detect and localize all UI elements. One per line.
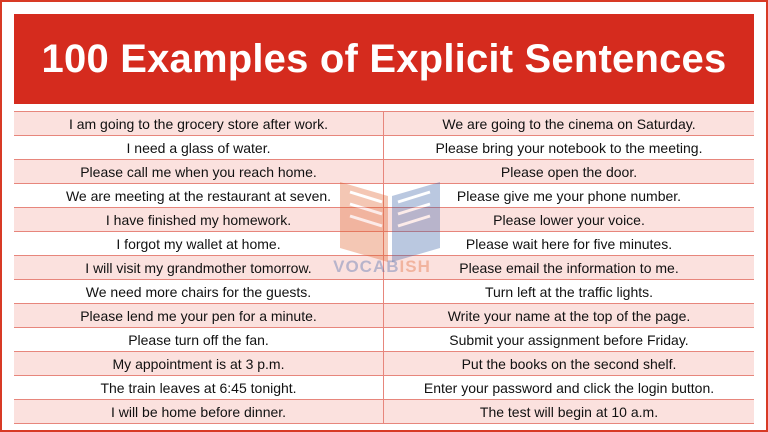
left-sentence: I am going to the grocery store after work. — [14, 112, 384, 135]
left-sentence: I will visit my grandmother tomorrow. — [14, 256, 384, 279]
table-row — [14, 328, 754, 352]
table-row — [14, 280, 754, 304]
page-title: 100 Examples of Explicit Sentences — [41, 36, 727, 81]
table-row — [14, 160, 754, 184]
right-sentence: Please lower your voice. — [493, 211, 645, 228]
left-sentence: I need a glass of water. — [14, 136, 384, 159]
table-row — [14, 256, 754, 280]
table-row — [14, 208, 754, 232]
left-sentence: Please lend me your pen for a minute. — [14, 304, 384, 327]
table-row — [14, 112, 754, 136]
right-sentence: We are going to the cinema on Saturday. — [442, 115, 696, 132]
table-row — [14, 184, 754, 208]
right-sentence: Please open the door. — [500, 163, 638, 180]
table-row — [14, 400, 754, 424]
right-sentence: Turn left at the traffic lights. — [484, 283, 654, 300]
left-sentence: The train leaves at 6:45 tonight. — [14, 376, 384, 399]
right-sentence: Please bring your notebook to the meeting. — [435, 139, 703, 156]
table-row — [14, 136, 754, 160]
left-sentence: My appointment is at 3 p.m. — [14, 352, 384, 375]
sentences-table — [14, 111, 754, 426]
table-row — [14, 352, 754, 376]
table-row — [14, 304, 754, 328]
left-sentence: I forgot my wallet at home. — [14, 232, 384, 255]
watermark-text: VOCABISH — [333, 257, 431, 276]
left-sentence: I have finished my homework. — [14, 208, 384, 231]
right-sentence: Please give me your phone number. — [456, 187, 682, 204]
right-sentence: The test will begin at 10 a.m. — [479, 403, 659, 420]
table-row — [14, 232, 754, 256]
right-sentence: Put the books on the second shelf. — [461, 355, 677, 372]
right-sentence: Please email the information to me. — [459, 259, 679, 276]
right-sentence: Enter your password and click the login button. — [423, 379, 715, 396]
title-banner — [14, 14, 754, 104]
right-sentence: Please wait here for five minutes. — [465, 235, 673, 252]
right-sentence: Submit your assignment before Friday. — [449, 331, 689, 348]
left-sentence: I will be home before dinner. — [14, 400, 384, 423]
left-sentence: Please call me when you reach home. — [14, 160, 384, 183]
left-sentence: We need more chairs for the guests. — [14, 280, 384, 303]
table-row — [14, 376, 754, 400]
left-sentence: We are meeting at the restaurant at seven. — [14, 184, 384, 207]
right-sentence: Write your name at the top of the page. — [447, 307, 691, 324]
left-sentence: Please turn off the fan. — [14, 328, 384, 351]
